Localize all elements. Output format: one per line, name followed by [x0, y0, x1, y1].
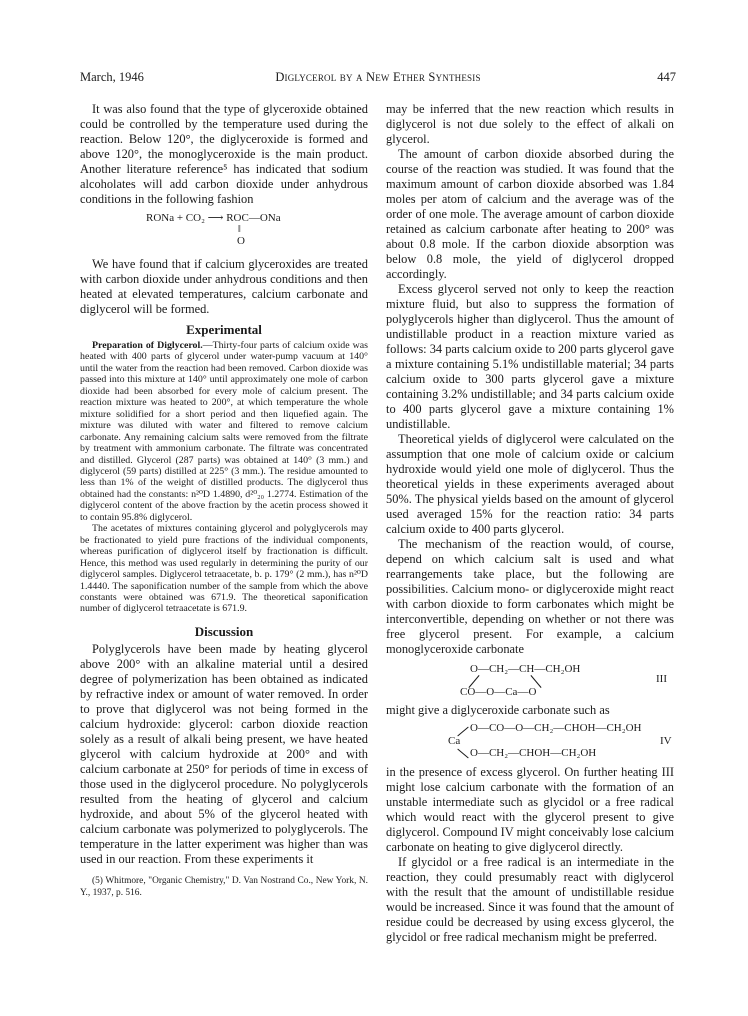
structure-label: III [656, 673, 667, 685]
experimental-paragraph [80, 340, 368, 523]
structure-top-chain: O—CH₂—CH—CH₂OH [470, 663, 581, 675]
footnote: (5) Whitmore, "Organic Chemistry," D. Van Nostrand Co., New York, N. Y., 1937, p. 516. [80, 875, 368, 898]
bond-line [457, 749, 468, 759]
paragraph: Polyglycerols have been made by heating glycerol above 200° with an alkaline material until a desired degree of polymerization has been obtained as indicated by refractive index or amount of water removed. In order to prove that diglycerol was not being formed in the calcium hydroxide: glycerol: carbon dioxide reaction solely as a result of alkali being present, we have heated glycerol with calcium hydroxide at 200° and with calcium carbonate at 250° for periods of time in excess of those used in the diglycerol procedure. No polyglycerols resulted from the heating of glycerol and calcium hydroxide, and about 5% of the glycerol heated with calcium carbonate was polymerized to polyglycerols. The temperature in the latter experiment was higher than was used in our reaction. From these experiments it [80, 641, 368, 866]
structure-bottom-chain: CO—O—Ca—O [460, 686, 537, 698]
paragraph: in the presence of excess glycerol. On further heating III might lose calcium carbonate with the formation of an unstable intermediate such as glycidol or a free radical which would react with the glycerol present to give diglycerol. Compound IV might conceivably lose calcium carbonate on heating to give diglycerol directly. [386, 765, 674, 854]
paragraph: It was also found that the type of glyceroxide obtained could be controlled by the temperature used during the reaction. Below 120°, the diglyceroxide is formed and above 120°, the monoglyceroxide is the main product. Another literature reference⁵ has indicated that sodium alcoholates will add carbon dioxide under anhydrous conditions in the following fashion [80, 102, 368, 206]
experimental-paragraph: The acetates of mixtures containing glycerol and polyglycerols may be fractionated to yield pure fractions of the individual components, whereas purification of diglycerol itself by fractionation is difficult. Hence, this method was used regularly in determining the purity of our diglycerol samples. Diglycerol tetraacetate, b. p. 179° (2 mm.), has n²⁰D 1.4440. The saponification number of the sample from which the above constants were obtained was 671.9. The theoretical saponification number of diglycerol tetraacetate is 671.9. [80, 523, 368, 615]
paragraph: might give a diglyceroxide carbonate such as [386, 703, 610, 717]
paragraph: may be inferred that the new reaction which results in diglycerol is not due solely to the effect of alkali on glycerol. [386, 102, 674, 146]
experimental-text: —Thirty-four parts of calcium oxide was heated with 400 parts of glycerol under water-pump vacuum at 140° until the water from the reaction had been removed. Carbon dioxide was passed into this mixture at 140° until approximately one mole of carbon dioxide had been absorbed for every mole of calcium present. The reaction mixture was heated to 200°, at which temperature the whole mixture solidified for a short period and then liquefied again. The mixture was diluted with water and filtered to remove calcium carbonate. Any remaining calcium salts were removed from the filtrate by treatment with ammonium carbonate. The filtrate was concentrated and distilled. Glycerol (287 parts) was obtained at 140° (3 mm.) and diglycerol (59 parts) distilled at 225° (3 mm.). The residue amounted to less than 1% of the weight of distilled products. The diglycerol thus obtained had the constants: n²⁰D 1.4890, d²⁰₂₀ 1.2774. Estimation of the diglycerol content of the above fraction by the acetin process showed it to contain 95.8% diglycerol. [80, 340, 368, 523]
double-bond: ‖ [238, 224, 241, 235]
paragraph: If glycidol or a free radical is an intermediate in the reaction, they could presumably react with diglycerol with the result that the amount of undistillable residue would be increased. Since it was found that the amount of residue could be decreased by using excess glycerol, the glycidol or free radical mechanism might be preferred. [386, 855, 674, 944]
structure-bottom-chain: O—CH₂—CHOH—CH₂OH [470, 747, 597, 759]
section-heading-experimental: Experimental [186, 322, 262, 337]
equation-oxygen: O [237, 235, 245, 247]
running-header [80, 70, 676, 88]
paragraph: The amount of carbon dioxide absorbed during the course of the reaction was studied. It was found that the maximum amount of carbon dioxide absorbed was 1.84 moles per atom of calcium and the average was of the order of one mole. The average amount of carbon dioxide retained as calcium carbonate after heating to 200° was about 0.8 mole. If the carbon dioxide absorption was below 0.8 mole, the yield of diglycerol dropped accordingly. [386, 147, 674, 281]
run-in-heading: Preparation of Diglycerol. [92, 340, 203, 351]
header-date: March, 1946 [80, 70, 144, 84]
paragraph: Excess glycerol served not only to keep the reaction mixture fluid, but also to suppress the formation of polyglycerols higher than diglycerol. Thus the amount of undistillable product in a reaction mixture varied as follows: 34 parts calcium oxide to 200 parts glycerol gave a mixture containing 5.1% undistillable material; 34 parts calcium oxide to 300 parts glycerol gave a mixture containing 3.2% undistillable; and 34 parts calcium oxide to 400 parts glycerol gave a mixture containing 1% undistillable. [386, 282, 675, 431]
section-heading-discussion: Discussion [194, 623, 254, 639]
header-page-number: 447 [657, 70, 676, 84]
equation-sodium-alcoholate [80, 211, 368, 251]
paragraph: Theoretical yields of diglycerol were calculated on the assumption that one mole of calcium oxide or calcium hydroxide would yield one mole of diglycerol. Thus the theoretical yields in these experiments averaged about 50%. The physical yields based on the amount of glycerol used averaged 15% for the reaction ratio: 34 parts calcium oxide to 400 parts glycerol. [386, 432, 674, 536]
calcium-atom: Ca [448, 735, 461, 747]
structure-IV [386, 721, 674, 763]
right-column [386, 102, 674, 945]
paragraph: We have found that if calcium glyceroxides are treated with carbon dioxide under anhydrous conditions and then heated at elevated temperatures, calcium carbonate and diglycerol will be formed. [80, 257, 368, 316]
structure-top-chain: O—CO—O—CH₂—CHOH—CH₂OH [470, 722, 642, 734]
equation-text: RONa + CO₂ ⟶ ROC—ONa [146, 212, 281, 224]
left-column [80, 102, 368, 899]
structure-III [386, 661, 674, 701]
header-title: Diglycerol by a New Ether Synthesis [275, 70, 481, 84]
paragraph: The mechanism of the reaction would, of course, depend on which calcium salt is used and what rearrangements take place, but the following are possibilities. Calcium mono- or diglyceroxide might react with carbon dioxide to form carbonates which might be interconvertible, depending on whether or not there was free glycerol present. For example, a calcium monoglyceroxide carbonate [386, 537, 674, 656]
structure-label: IV [660, 735, 672, 747]
